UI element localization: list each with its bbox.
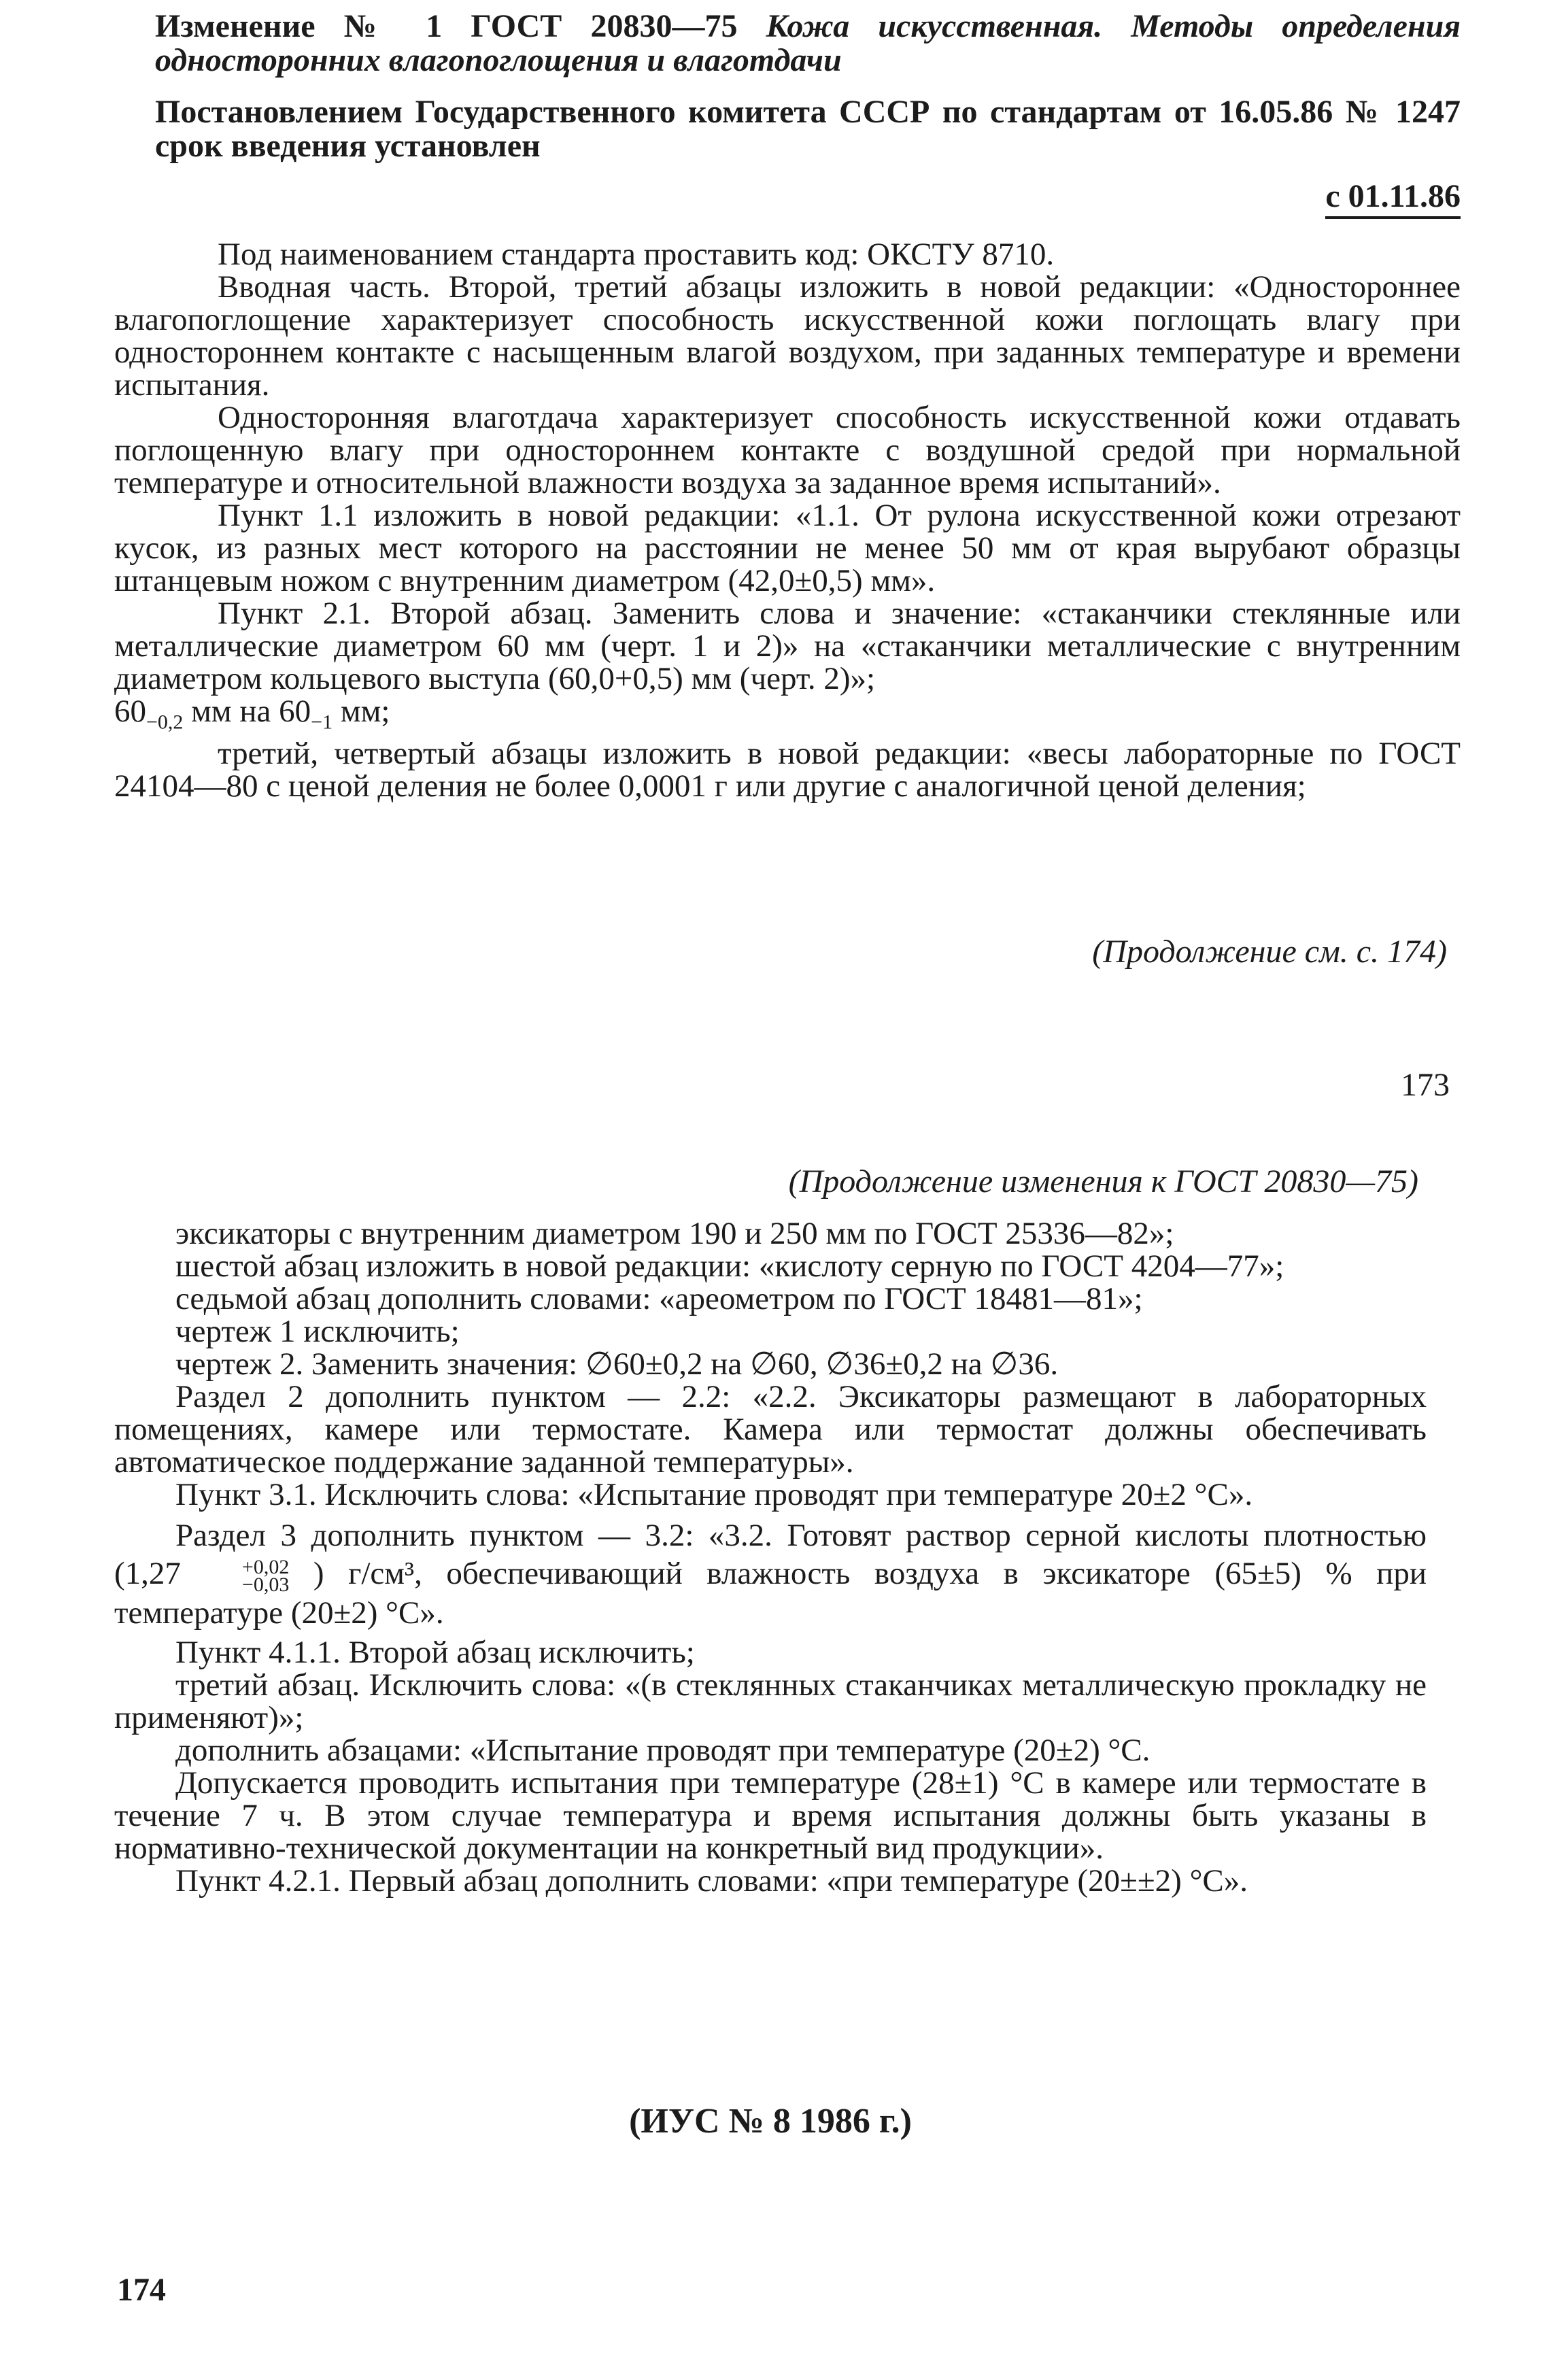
- paragraph: Пункт 4.2.1. Первый абзац дополнить словами: «при температуре (20±±2) °С».: [175, 1863, 1248, 1899]
- paragraph: Пункт 2.1. Второй абзац. Заменить слова и значение: «стаканчики стеклянные или металлические диаметром 60 мм (черт. 1 и 2)» на «стаканчики металлические с внутренним диаметром кольцевого выступа (60,0+0,5) мм (черт. 2)»;: [114, 596, 1461, 696]
- paragraph: эксикаторы с внутренним диаметром 190 и 250 мм по ГОСТ 25336—82»;: [175, 1216, 1174, 1251]
- standard-title: Кожа искусственная. Методы определения односторонних влагопоглощения и влаготдачи: [155, 8, 1461, 78]
- density-paragraph: Раздел 3 дополнить пунктом — 3.2: «3.2. Готовят раствор серной кислоты плотностью (1,27 +0,02 −0,03 ) г/см³, обеспечивающий влажность воздуха в эксикаторе (65±5) % при температуре (20±2) °С».: [114, 1518, 1427, 1631]
- paragraph: Пункт 3.1. Исключить слова: «Испытание проводят при температуре 20±2 °С».: [175, 1477, 1253, 1512]
- paragraph: Односторонняя влаготдача характеризует способность искусственной кожи отдавать поглощенную влагу при одностороннем контакте с воздушной средой при нормальной температуре и относительной влажности воздуха за заданное время испытаний».: [114, 400, 1461, 500]
- paragraph: Пункт 4.1.1. Второй абзац исключить;: [175, 1635, 695, 1671]
- amendment-title: [155, 10, 1461, 78]
- page-number-173: 173: [1401, 1067, 1450, 1103]
- paragraph: Пункт 1.1 изложить в новой редакции: «1.1. От рулона искусственной кожи отрезают кусок, из разных мест которого на расстоянии не менее 50 мм от края вырубают образцы штанцевым ножом с внутренним диаметром (42,0±0,5) мм».: [114, 498, 1461, 598]
- paragraph: Допускается проводить испытания при температуре (28±1) °С в камере или термостате в течение 7 ч. В этом случае температура и время испытания должны быть указаны в нормативно-технической документации на конкретный вид продукции».: [114, 1765, 1427, 1867]
- paragraph: чертеж 1 исключить;: [175, 1314, 460, 1349]
- paragraph: Вводная часть. Второй, третий абзацы изложить в новой редакции: «Одностороннее влагопоглощение характеризует способность искусственной кожи поглощать влагу при одностороннем контакте с насыщенным влагой воздухом, при заданных температуре и времени испытания.: [114, 269, 1461, 403]
- paragraph: Раздел 2 дополнить пунктом — 2.2: «2.2. Эксикаторы размещают в лабораторных помещениях, камере или термостате. Камера или термостат должны обеспечивать автоматическое поддержание заданной температуры».: [114, 1379, 1427, 1480]
- document-header: [155, 10, 1461, 163]
- paragraph: седьмой абзац дополнить словами: «ареометром по ГОСТ 18481—81»;: [175, 1281, 1143, 1316]
- paragraph: чертеж 2. Заменить значения: ∅60±0,2 на ∅60, ∅36±0,2 на ∅36.: [175, 1346, 1059, 1382]
- paragraph: Под наименованием стандарта проставить код: ОКСТУ 8710.: [218, 237, 1055, 272]
- page1-body: [114, 238, 1461, 802]
- paragraph: шестой абзац изложить в новой редакции: «кислоту серную по ГОСТ 4204—77»;: [175, 1248, 1284, 1284]
- decree-text: Постановлением Государственного комитета СССР по стандартам от 16.05.86 № 1247 срок введения установлен: [155, 94, 1461, 164]
- ius-reference: (ИУС № 8 1986 г.): [629, 2102, 912, 2141]
- tolerance-line: $60_{-0,2}$ мм на $60_{-1}$ мм;: [114, 694, 390, 734]
- page-number-174: 174: [117, 2272, 166, 2308]
- effective-date: с 01.11.86: [1325, 180, 1461, 219]
- paragraph: третий, четвертый абзацы изложить в новой редакции: «весы лабораторные по ГОСТ 24104—80 с ценой деления не более 0,0001 г или другие с аналогичной ценой деления;: [114, 736, 1461, 804]
- continuation-header: (Продолжение изменения к ГОСТ 20830—75): [788, 1163, 1418, 1199]
- page2-body: [114, 1217, 1427, 1897]
- paragraph: дополнить абзацами: «Испытание проводят при температуре (20±2) °С.: [175, 1733, 1151, 1769]
- paragraph: третий абзац. Исключить слова: «(в стеклянных стаканчиках металлическую прокладку не применяют)»;: [114, 1667, 1427, 1736]
- effective-date-box: [1088, 180, 1461, 227]
- amendment-number: Изменение № 1 ГОСТ 20830—75: [155, 8, 738, 44]
- continuation-note: (Продолжение см. с. 174): [1092, 934, 1447, 970]
